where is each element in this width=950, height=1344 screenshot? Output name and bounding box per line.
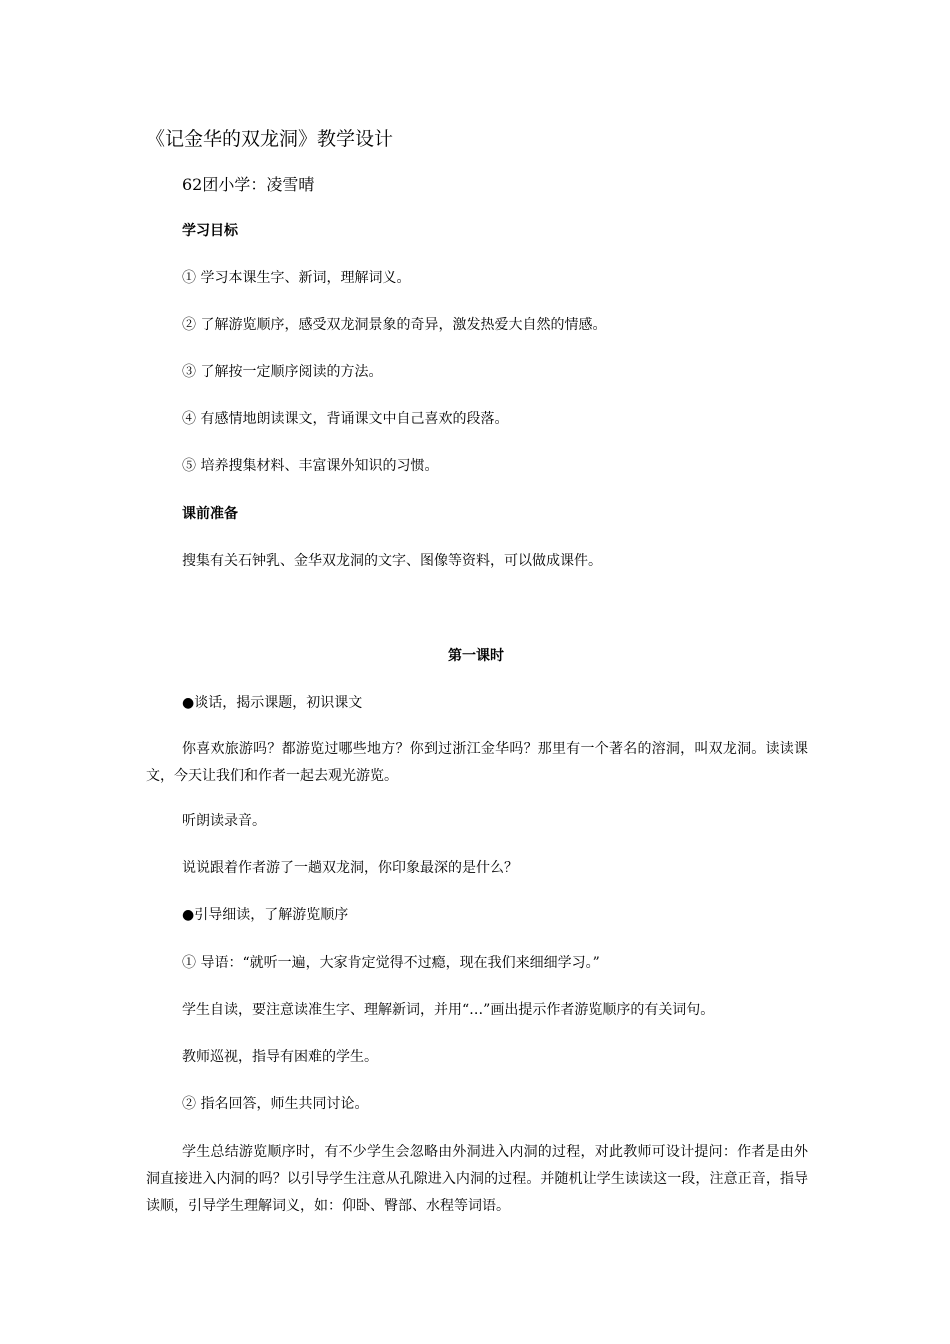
- paragraph-self-read: 学生自读，要注意读准生字、理解新词，并用“…”画出提示作者游览顺序的有关词句。: [182, 1002, 715, 1018]
- goal-item-3: ③ 了解按一定顺序阅读的方法。: [182, 364, 383, 380]
- document-author: 62团小学：凌雪晴: [182, 175, 315, 194]
- lesson-heading: 第一课时: [448, 648, 504, 664]
- prep-heading: 课前准备: [182, 506, 238, 522]
- paragraph-listen: 听朗读录音。: [182, 813, 266, 829]
- goal-item-4: ④ 有感情地朗读课文，背诵课文中自己喜欢的段落。: [182, 411, 509, 427]
- paragraph-discuss: ② 指名回答，师生共同讨论。: [182, 1096, 369, 1112]
- paragraph-patrol: 教师巡视，指导有困难的学生。: [182, 1049, 378, 1065]
- paragraph-summary: 学生总结游览顺序时，有不少学生会忽略由外洞进入内洞的过程，对此教师可设计提问：作者是由外洞直接进入内洞的吗？以引导学生注意从孔隙进入内洞的过程。并随机让学生读读这一段，注意正音，指导读顺，引导学生理解词义，如：仰卧、臀部、水程等词语。: [146, 1144, 808, 1214]
- paragraph-intro: 你喜欢旅游吗？都游览过哪些地方？你到过浙江金华吗？那里有一个著名的溶洞，叫双龙洞。读读课文，今天让我们和作者一起去观光游览。: [146, 741, 808, 784]
- step-1-heading: ●谈话，揭示课题，初识课文: [182, 695, 363, 711]
- goal-item-2: ② 了解游览顺序，感受双龙洞景象的奇异，激发热爱大自然的情感。: [182, 317, 607, 333]
- goal-item-1: ① 学习本课生字、新词，理解词义。: [182, 270, 411, 286]
- step-2-heading: ●引导细读，了解游览顺序: [182, 907, 349, 923]
- goals-heading: 学习目标: [182, 223, 238, 239]
- paragraph-impression: 说说跟着作者游了一趟双龙洞，你印象最深的是什么？: [182, 860, 518, 876]
- goal-item-5: ⑤ 培养搜集材料、丰富课外知识的习惯。: [182, 458, 439, 474]
- document-title: 《记金华的双龙洞》教学设计: [146, 128, 394, 150]
- prep-text: 搜集有关石钟乳、金华双龙洞的文字、图像等资料，可以做成课件。: [182, 553, 602, 569]
- paragraph-guide: ① 导语：“就听一遍，大家肯定觉得不过瘾，现在我们来细细学习。”: [182, 955, 600, 971]
